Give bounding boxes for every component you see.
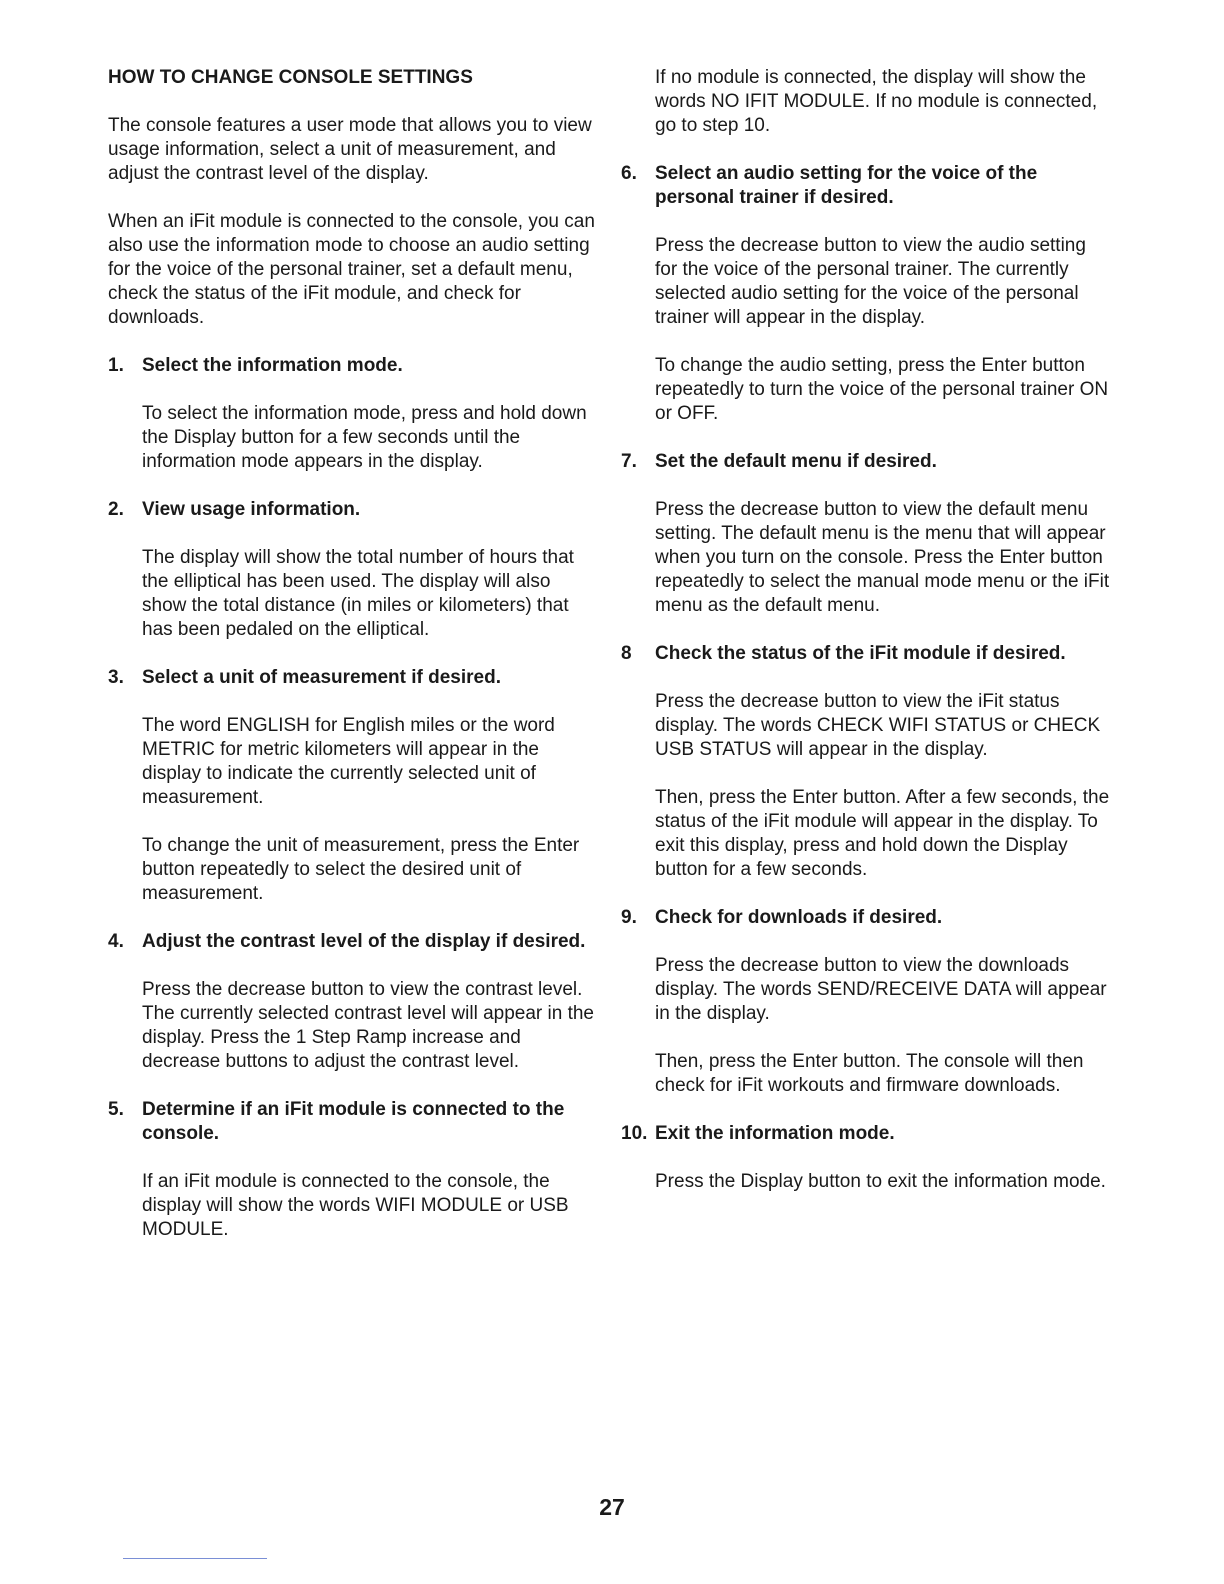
bottom-rule (123, 1558, 267, 1559)
step-paragraph: Then, press the Enter button. After a few seconds, the status of the iFit module will appear in the display. To exit this display, press and hold down the Display button for a few seconds. (655, 787, 1110, 880)
step-body (655, 234, 1111, 426)
intro-paragraph: When an iFit module is connected to the console, you can also use the information mode to choose an audio setting for the voice of the personal trainer, set a default menu, check the status of the iFit module, and check for downloads. (108, 211, 595, 328)
step-body (142, 1170, 598, 1242)
step-title: Select an audio setting for the voice of the personal trainer if desired. (655, 163, 1038, 208)
step-paragraph: Press the Display button to exit the information mode. (655, 1171, 1106, 1192)
step-body (655, 498, 1111, 618)
right-column (621, 66, 1111, 1218)
step-body (142, 978, 598, 1074)
step-8 (621, 642, 1111, 882)
step-paragraph: Press the decrease button to view the default menu setting. The default menu is the menu that will appear when you turn on the console. Press the Enter button repeatedly to select the manual mode menu or the iFit menu as the default menu. (655, 499, 1110, 616)
step-7 (621, 450, 1111, 618)
step-heading (108, 1098, 598, 1146)
step-heading (108, 498, 598, 522)
step-body (655, 690, 1111, 882)
step-number: 9. (621, 907, 637, 928)
step-number: 7. (621, 451, 637, 472)
step-body (655, 954, 1111, 1098)
step-title: Determine if an iFit module is connected to the console. (142, 1099, 565, 1144)
step-number: 4. (108, 931, 124, 952)
step-number: 6. (621, 163, 637, 184)
step-title: Select the information mode. (142, 355, 403, 376)
step-paragraph: Then, press the Enter button. The console will then check for iFit workouts and firmware downloads. (655, 1051, 1084, 1096)
section-heading: HOW TO CHANGE CONSOLE SETTINGS (108, 67, 473, 88)
step-body (142, 402, 598, 474)
step-number: 2. (108, 499, 124, 520)
step-heading (108, 666, 598, 690)
step-1 (108, 354, 598, 474)
step-number: 8 (621, 643, 632, 664)
step-heading (621, 1122, 1111, 1146)
step-number: 5. (108, 1099, 124, 1120)
step-paragraph: If an iFit module is connected to the console, the display will show the words WIFI MODULE or USB MODULE. (142, 1171, 569, 1240)
step-5-continued: If no module is connected, the display will show the words NO IFIT MODULE. If no module is connected, go to step 10. (655, 67, 1098, 136)
step-heading (621, 906, 1111, 930)
step-heading (621, 162, 1111, 210)
step-6 (621, 162, 1111, 426)
step-4 (108, 930, 598, 1074)
step-number: 1. (108, 355, 124, 376)
step-title: Check for downloads if desired. (655, 907, 943, 928)
step-body (142, 714, 598, 906)
step-paragraph: To select the information mode, press and hold down the Display button for a few seconds until the information mode appears in the display. (142, 403, 587, 472)
step-title: Select a unit of measurement if desired. (142, 667, 501, 688)
step-number: 3. (108, 667, 124, 688)
step-5 (108, 1098, 598, 1242)
intro-paragraph: The console features a user mode that allows you to view usage information, select a unit of measurement, and adjust the contrast level of the display. (108, 115, 592, 184)
step-number: 10. (621, 1123, 648, 1144)
step-title: Check the status of the iFit module if desired. (655, 643, 1066, 664)
step-heading (621, 642, 1111, 666)
step-paragraph: Press the decrease button to view the iFit status display. The words CHECK WIFI STATUS or CHECK USB STATUS will appear in the display. (655, 691, 1101, 760)
step-heading (108, 930, 598, 954)
step-body (142, 546, 598, 642)
step-paragraph: To change the unit of measurement, press the Enter button repeatedly to select the desired unit of measurement. (142, 835, 580, 904)
step-heading (108, 354, 598, 378)
step-10 (621, 1122, 1111, 1194)
step-paragraph: To change the audio setting, press the Enter button repeatedly to turn the voice of the personal trainer ON or OFF. (655, 355, 1109, 424)
step-2 (108, 498, 598, 642)
step-body (655, 1170, 1111, 1194)
step-3 (108, 666, 598, 906)
step-title: Exit the information mode. (655, 1123, 895, 1144)
step-9 (621, 906, 1111, 1098)
page-number: 27 (599, 1494, 625, 1520)
step-title: Adjust the contrast level of the display if desired. (142, 931, 586, 952)
step-title: View usage information. (142, 499, 361, 520)
step-paragraph: The word ENGLISH for English miles or the word METRIC for metric kilometers will appear in the display to indicate the currently selected unit of measurement. (142, 715, 555, 808)
step-heading (621, 450, 1111, 474)
left-column (108, 66, 598, 1266)
step-paragraph: Press the decrease button to view the downloads display. The words SEND/RECEIVE DATA will appear in the display. (655, 955, 1107, 1024)
step-title: Set the default menu if desired. (655, 451, 937, 472)
step-paragraph: Press the decrease button to view the contrast level. The currently selected contrast level will appear in the display. Press the 1 Step Ramp increase and decrease buttons to adjust the contrast level. (142, 979, 595, 1072)
step-paragraph: Press the decrease button to view the audio setting for the voice of the personal trainer. The currently selected audio setting for the voice of the personal trainer will appear in the display. (655, 235, 1086, 328)
step-paragraph: The display will show the total number of hours that the elliptical has been used. The display will also show the total distance (in miles or kilometers) that has been pedaled on the elliptical. (142, 547, 574, 640)
